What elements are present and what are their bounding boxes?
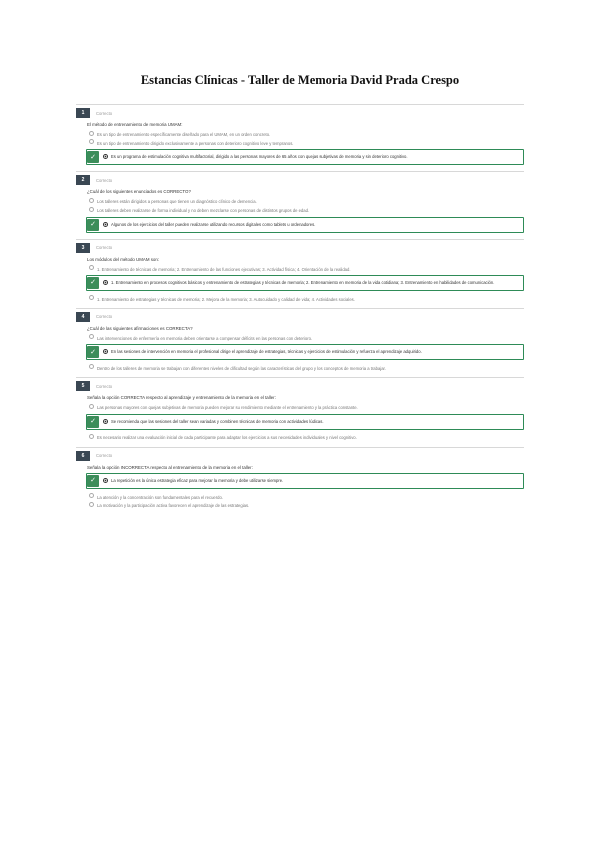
answer-option[interactable]	[87, 294, 524, 302]
radio-icon[interactable]	[89, 404, 94, 409]
answer-option-correct[interactable]	[86, 275, 524, 291]
answer-option[interactable]	[87, 403, 524, 411]
answer-option-text: La atención y la concentración son fundamentales para el recuerdo.	[97, 494, 223, 500]
answer-option-text: La motivación y la participación activa favorecen el aprendizaje de las estrategias.	[97, 503, 250, 509]
question-text: Señala la opción INCORRECTA respecto al entrenamiento de la memoria en el taller:	[87, 464, 253, 470]
question-status: Correcto	[96, 314, 113, 320]
radio-icon[interactable]	[103, 478, 108, 483]
question-status: Correcto	[96, 245, 113, 251]
answer-option-text: En las sesiones de intervención en memoria el profesional dirige el aprendizaje de estrategias, técnicas y ejercicios de estimulación y refuerza el aprendizaje adquirido.	[111, 349, 422, 355]
answer-option-text: Dentro de los talleres de memoria se trabajan con diferentes niveles de dificultad según las características del grupo y los conceptos de memoria a trabajar.	[97, 365, 386, 371]
question-number-badge: 2	[76, 175, 90, 185]
radio-icon[interactable]	[89, 502, 94, 507]
question-header	[76, 243, 524, 253]
question-text: El método de entrenamiento de memoria UMAM:	[87, 122, 183, 127]
answer-option-correct[interactable]	[86, 217, 524, 233]
answer-option[interactable]	[87, 433, 524, 441]
answer-option-text: Los talleres deben realizarse de forma individual y no deben mezclarse con personas de distintos grupos de edad.	[97, 208, 310, 214]
answer-option-correct[interactable]	[86, 473, 524, 489]
answer-option-text: Las personas mayores con quejas subjetivas de memoria pueden mejorar su rendimiento mediante el entrenamiento y la práctica constante.	[97, 405, 358, 411]
answer-option[interactable]	[87, 363, 524, 371]
radio-icon[interactable]	[89, 493, 94, 498]
question-text: ¿Cuál de los siguientes enunciados es CORRECTO?	[87, 189, 191, 195]
document-title: Estancias Clínicas - Taller de Memoria David Prada Crespo	[140, 73, 460, 87]
radio-icon[interactable]	[89, 334, 94, 339]
question-header	[76, 175, 524, 185]
check-icon: ✓	[87, 346, 99, 358]
answer-option-text: Algunos de los ejercicios del taller pueden realizarse utilizando recursos digitales como tablets u ordenadores.	[111, 221, 316, 227]
radio-icon[interactable]	[89, 131, 94, 136]
question-status: Correcto	[96, 383, 113, 389]
question-header	[76, 381, 524, 391]
question-block	[76, 377, 524, 440]
radio-icon[interactable]	[89, 364, 94, 369]
radio-icon[interactable]	[103, 154, 108, 159]
answer-option[interactable]	[87, 130, 524, 138]
question-block	[76, 447, 524, 509]
answer-option-text: Es un tipo de entrenamiento dirigido exclusivamente a personas con deterioro cognitivo leve y tempranos.	[97, 140, 294, 146]
answer-option-text: 1. Entrenamiento de estrategias y técnicas de memoria; 2. Mejora de la memoria; 3. Autocuidado y calidad de vida; 4. Actividades sociales.	[97, 296, 355, 302]
answer-option-text: Se recomienda que las sesiones del taller sean variadas y combinen técnicas de memoria con actividades lúdicas.	[111, 418, 324, 424]
check-icon: ✓	[87, 151, 99, 163]
check-icon: ✓	[87, 475, 99, 487]
radio-icon[interactable]	[89, 207, 94, 212]
answer-option-correct[interactable]	[86, 414, 524, 430]
question-header	[76, 312, 524, 322]
answer-option[interactable]	[87, 206, 524, 214]
question-number-badge: 4	[76, 312, 90, 322]
answer-option[interactable]	[87, 197, 524, 205]
answer-option[interactable]	[87, 333, 524, 341]
question-number-badge: 6	[76, 451, 90, 461]
question-status: Correcto	[96, 453, 113, 459]
quiz-container	[76, 104, 524, 509]
question-block	[76, 308, 524, 371]
question-status: Correcto	[96, 177, 113, 183]
question-text: Los módulos del método UMAM son:	[87, 256, 159, 262]
question-block	[76, 239, 524, 302]
question-text: ¿Cuál de las siguientes afirmaciones es CORRECTA?	[87, 325, 193, 331]
question-text: Señala la opción CORRECTA respecto al aprendizaje y entrenamiento de la memoria en el taller:	[87, 395, 276, 401]
answer-option[interactable]	[87, 501, 524, 509]
radio-icon[interactable]	[89, 265, 94, 270]
question-header	[76, 451, 524, 461]
check-icon: ✓	[87, 416, 99, 428]
question-number-badge: 1	[76, 108, 90, 118]
answer-option-text: La repetición es la única estrategia eficaz para mejorar la memoria y debe utilizarse siempre.	[111, 478, 284, 484]
answer-option[interactable]	[87, 138, 524, 146]
answer-option-correct[interactable]	[86, 344, 524, 360]
answer-option-text: 1. Entrenamiento de técnicas de memoria; 2. Entrenamiento de las funciones ejecutivas; 3. Actividad física; 4. Orientación de la realidad.	[97, 266, 351, 272]
answer-option-text: Es un tipo de entrenamiento específicamente diseñado para el UMAM, en un orden concreto.	[97, 132, 271, 137]
question-block	[76, 171, 524, 232]
answer-option-text: Los talleres están dirigidos a personas que tienen un diagnóstico clínico de demencia.	[97, 199, 257, 205]
answer-option[interactable]	[87, 492, 524, 500]
answer-option-text: Es necesario realizar una evaluación inicial de cada participante para adaptar los ejercicios a sus necesidades individuales y nivel cognitivo.	[97, 435, 357, 441]
radio-icon[interactable]	[103, 349, 108, 354]
check-icon: ✓	[87, 277, 99, 289]
radio-icon[interactable]	[89, 295, 94, 300]
radio-icon[interactable]	[89, 434, 94, 439]
answer-option-text: 1. Entrenamiento en procesos cognitivos básicos y entrenamiento de estrategias y técnicas de memoria; 2. Entrenamiento en memoria de la vida cotidiana; 3. Entrenamiento en habilidades de comunicación.	[111, 280, 495, 286]
question-number-badge: 5	[76, 381, 90, 391]
answer-option-correct[interactable]	[86, 149, 524, 165]
radio-icon[interactable]	[89, 198, 94, 203]
answer-option-text: Es un programa de estimulación cognitiva multifactorial, dirigido a las personas mayores de 65 años con quejas subjetivas de memoria y sin deterioro cognitivo.	[111, 154, 408, 160]
radio-icon[interactable]	[103, 222, 108, 227]
question-status: Correcto	[96, 110, 113, 116]
radio-icon[interactable]	[103, 280, 108, 285]
radio-icon[interactable]	[89, 139, 94, 144]
radio-icon[interactable]	[103, 419, 108, 424]
question-block	[76, 104, 524, 165]
question-header	[76, 108, 524, 118]
answer-option[interactable]	[87, 264, 524, 272]
answer-option-text: Las intervenciones de enfermería en memoria deben orientarse a compensar déficits en las personas con deterioro.	[97, 335, 313, 341]
question-number-badge: 3	[76, 243, 90, 253]
check-icon: ✓	[87, 219, 99, 231]
